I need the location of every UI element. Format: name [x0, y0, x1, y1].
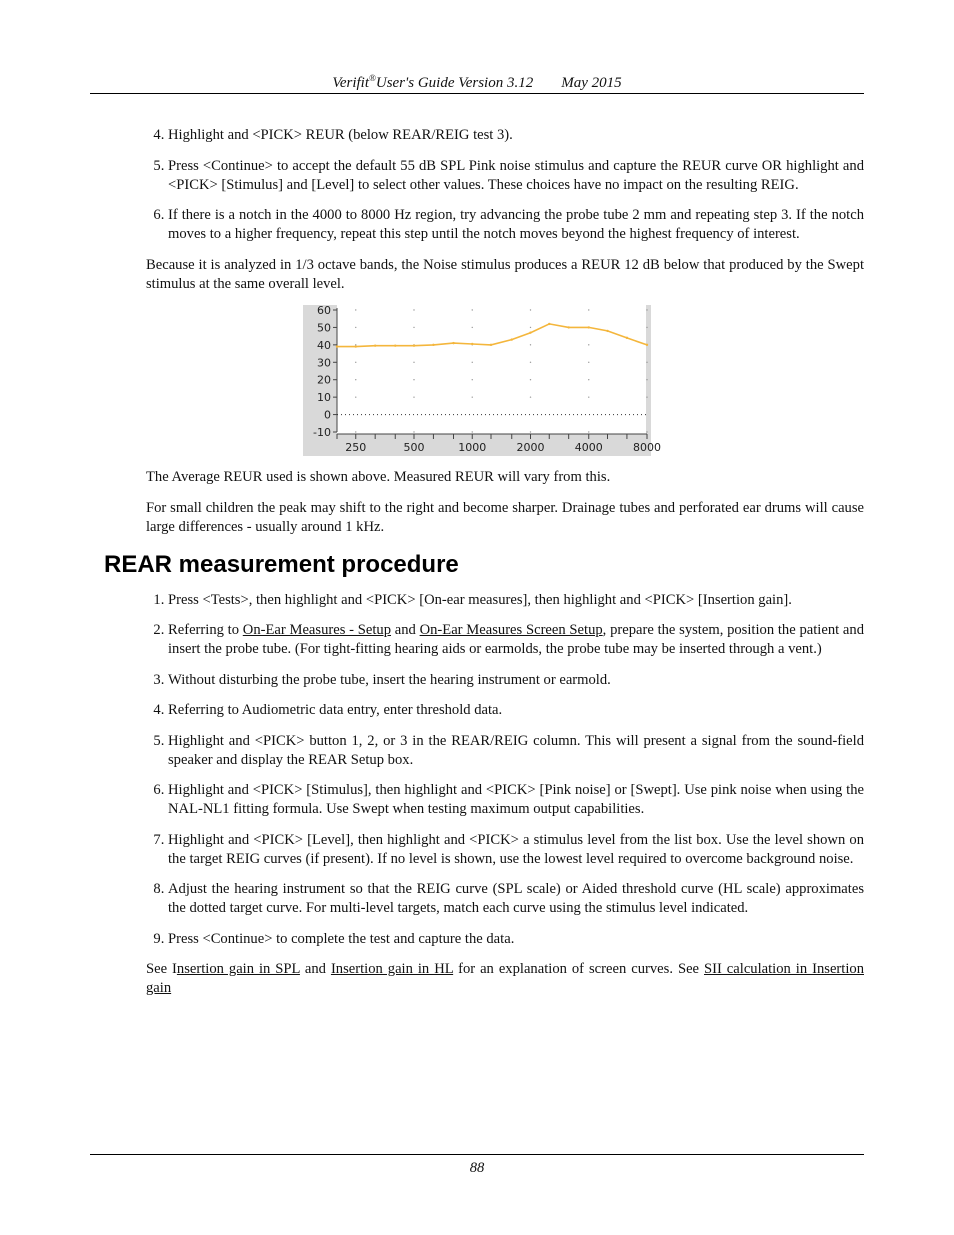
reur-data-point: [394, 345, 396, 347]
list-item: 5. Press <Continue> to accept the default 55 dB SPL Pink noise stimulus and capture the REUR curve OR highlight and <PICK> [Stimulus] and [Level] to select other values. These choices have no impact on the resulting REIG.: [168, 157, 864, 195]
y-tick-label: 30: [317, 356, 331, 370]
reur-data-point: [452, 342, 454, 344]
list-item: 7. Highlight and <PICK> [Level], then highlight and <PICK> a stimulus level from the list box. Use the level shown on the target REIG curves (if present). If no level is shown, use the lowest level required to overcome background noise.: [168, 831, 864, 869]
list-item: 3. Without disturbing the probe tube, insert the hearing instrument or earmold.: [168, 671, 864, 690]
reur-data-point: [606, 330, 608, 332]
reur-data-point: [355, 345, 357, 347]
reur-chart: [303, 304, 661, 456]
header-title: [332, 75, 533, 91]
grid-dot: [646, 327, 647, 328]
grid-dot: [530, 431, 531, 432]
grid-dot: [646, 362, 647, 363]
grid-dot: [530, 344, 531, 345]
footer-rule: [90, 1154, 864, 1155]
grid-dot: [355, 327, 356, 328]
list-item: 6. Highlight and <PICK> [Stimulus], then highlight and <PICK> [Pink noise] or [Swept]. Use pink noise when using the NAL-NL1 fitting formula. Use Swept when testing maximum output capabilities.: [168, 781, 864, 819]
list-item: 2. Referring to On-Ear Measures - Setup and On-Ear Measures Screen Setup, prepare the system, position the patient and insert the probe tube. (For tight-fitting hearing aids or earmolds, the probe tube may be inserted through a vent.): [168, 621, 864, 659]
grid-dot: [588, 344, 589, 345]
x-tick-label: 1000: [458, 441, 487, 454]
grid-dot: [530, 379, 531, 380]
y-tick-label: 20: [317, 373, 331, 387]
grid-dot: [646, 309, 647, 310]
page-header: [90, 68, 864, 93]
grid-dot: [413, 396, 414, 397]
reur-chart-svg: [303, 304, 661, 456]
y-tick-label: 60: [317, 304, 331, 317]
reur-data-point: [529, 331, 531, 333]
reur-data-point: [548, 323, 550, 325]
reur-data-point: [626, 337, 628, 339]
grid-dot: [472, 327, 473, 328]
page-content: [104, 126, 864, 1010]
children-paragraph: For small children the peak may shift to the right and become sharper. Drainage tubes and perforated ear drums will cause large differences - usually around 1 kHz.: [146, 499, 864, 535]
rear-procedure-list: [146, 591, 864, 949]
grid-dot: [472, 396, 473, 397]
header-brand: Verifit: [332, 75, 370, 91]
grid-dot: [413, 362, 414, 363]
reur-data-point: [646, 344, 648, 346]
section-title: REAR measurement procedure: [104, 550, 459, 578]
list-item: 9. Press <Continue> to complete the test and capture the data.: [168, 930, 864, 949]
noise-paragraph: Because it is analyzed in 1/3 octave bands, the Noise stimulus produces a REUR 12 dB below that produced by the Swept stimulus at the same overall level.: [146, 256, 864, 292]
list-item: 1. Press <Tests>, then highlight and <PICK> [On-ear measures], then highlight and <PICK> [Insertion gain].: [168, 591, 864, 610]
grid-dot: [472, 431, 473, 432]
average-reur-paragraph: The Average REUR used is shown above. Measured REUR will vary from this.: [146, 469, 611, 485]
plot-area: [337, 305, 646, 434]
grid-dot: [355, 396, 356, 397]
header-date: May 2015: [561, 75, 622, 91]
reur-data-point: [432, 344, 434, 346]
header-rule: [90, 93, 864, 94]
y-tick-label: -10: [313, 426, 331, 439]
x-tick-label: 2000: [516, 441, 545, 454]
reur-data-point: [413, 345, 415, 347]
grid-dot: [530, 396, 531, 397]
x-tick-label: 8000: [633, 441, 661, 454]
grid-dot: [646, 431, 647, 432]
list-item: 6. If there is a notch in the 4000 to 8000 Hz region, try advancing the probe tube 2 mm and repeating step 3. If the notch moves to a higher frequency, repeat this step until the notch moves beyond the highest frequency of interest.: [168, 206, 864, 244]
page-number: 88: [469, 1160, 485, 1176]
reur-data-point: [511, 338, 513, 340]
grid-dot: [530, 362, 531, 363]
grid-dot: [472, 362, 473, 363]
grid-dot: [355, 431, 356, 432]
list-item: 8. Adjust the hearing instrument so that the REIG curve (SPL scale) or Aided threshold curve (HL scale) approximates the dotted target curve. For multi-level targets, match each curve using the stimulus level indicated.: [168, 880, 864, 918]
grid-dot: [588, 431, 589, 432]
header-title-rest: User's Guide Version 3.12: [375, 75, 534, 91]
grid-dot: [355, 362, 356, 363]
reur-steps-list: [146, 126, 864, 244]
link-on-ear-measures-setup[interactable]: On-Ear Measures - Setup: [242, 622, 392, 638]
grid-dot: [588, 379, 589, 380]
link-sii-calculation[interactable]: SII calculation in Insertion gain: [146, 961, 864, 996]
reur-data-point: [336, 345, 338, 347]
grid-dot: [530, 327, 531, 328]
reur-data-point: [567, 326, 569, 328]
grid-dot: [588, 396, 589, 397]
y-tick-label: 0: [324, 408, 331, 422]
list-item: 5. Highlight and <PICK> button 1, 2, or 3 in the REAR/REIG column. This will present a signal from the sound-field speaker and display the REAR Setup box.: [168, 732, 864, 770]
header-reg-mark: ®: [369, 73, 376, 83]
grid-dot: [472, 309, 473, 310]
reur-data-point: [471, 343, 473, 345]
grid-dot: [413, 379, 414, 380]
x-tick-label: 500: [403, 441, 425, 454]
link-insertion-gain-spl[interactable]: nsertion gain in SPL: [176, 961, 300, 977]
grid-dot: [413, 327, 414, 328]
grid-dot: [646, 379, 647, 380]
grid-dot: [413, 309, 414, 310]
grid-dot: [355, 309, 356, 310]
grid-dot: [355, 344, 356, 345]
reur-data-point: [490, 344, 492, 346]
list-item: 4. Referring to Audiometric data entry, enter threshold data.: [168, 701, 864, 720]
grid-dot: [588, 309, 589, 310]
grid-dot: [646, 396, 647, 397]
y-tick-label: 10: [317, 391, 331, 405]
list-item: 4. Highlight and <PICK> REUR (below REAR/REIG test 3).: [168, 126, 864, 145]
reur-data-point: [588, 326, 590, 328]
grid-dot: [472, 379, 473, 380]
x-tick-label: 250: [345, 441, 367, 454]
grid-dot: [413, 431, 414, 432]
x-tick-label: 4000: [574, 441, 603, 454]
grid-dot: [355, 379, 356, 380]
reur-data-point: [374, 345, 376, 347]
grid-dot: [530, 309, 531, 310]
link-insertion-gain-hl[interactable]: Insertion gain in HL: [330, 961, 454, 977]
grid-dot: [588, 362, 589, 363]
y-tick-label: 50: [317, 321, 331, 335]
see-also-paragraph: See Insertion gain in SPL and Insertion gain in HL for an explanation of screen curves. See SII calculation in Insertion gain: [146, 961, 864, 996]
y-tick-label: 40: [317, 338, 331, 352]
link-on-ear-measures-screen-setup[interactable]: On-Ear Measures Screen Setup: [419, 622, 603, 638]
